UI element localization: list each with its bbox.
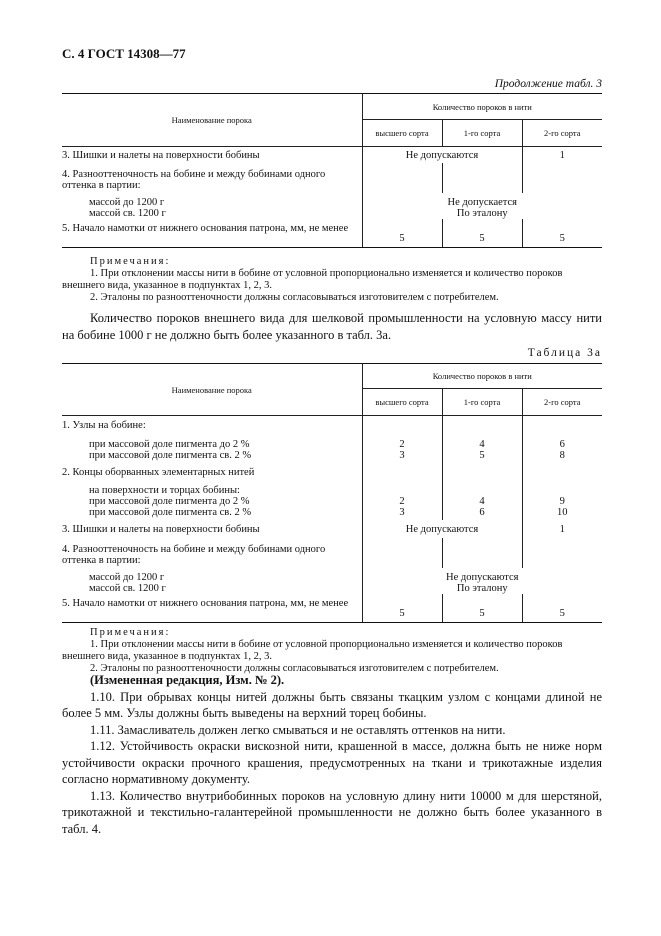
paragraph-text: Количество пороков внешнего вида для шелковой промышленности на условную массу нити на бобине 1000 г не должно быть более указанного в табл. 3а. <box>62 311 602 342</box>
col-header-count: Количество пороков в нити <box>362 364 602 389</box>
row-sub-name: при массовой доле пигмента св. 2 % <box>89 506 252 518</box>
amendment-note: (Измененная редакция, Изм. № 2). <box>90 673 285 687</box>
cell-value: По эталону <box>456 582 508 594</box>
col-header-grade-high: высшего сорта <box>362 120 442 147</box>
row-name: 3. Шишки и налеты на поверхности бобины <box>62 523 260 535</box>
row-sub-name: массой до 1200 г <box>89 571 165 583</box>
body-text <box>62 672 602 837</box>
cell-value: 2 <box>399 438 405 450</box>
col-header-defect-name: Наименование порока <box>62 94 362 147</box>
row-sub-name: при массовой доле пигмента до 2 % <box>89 438 250 450</box>
col-header-grade-1: 1-го сорта <box>442 389 522 416</box>
cell-value: Не допускаются <box>446 571 519 583</box>
cell-value: 6 <box>559 438 565 450</box>
note-item: 1. При отклонении массы нити в бобине от условной пропорционально изменяется и количество пороков внешнего вида, указанное в подпунктах 1, 2, 3. <box>62 639 563 662</box>
note-item: 2. Эталоны по разнооттеночности должны согласовываться изготовителем с потребителем. <box>90 663 499 674</box>
row-sub-name: массой до 1200 г <box>89 196 165 208</box>
row-name: 3. Шишки и налеты на поверхности бобины <box>62 150 260 161</box>
cell-value: 3 <box>399 449 405 461</box>
col-header-grade-high: высшего сорта <box>362 389 442 416</box>
table-3a-caption: Таблица 3а <box>527 347 602 359</box>
cell-value: 9 <box>559 495 565 507</box>
row-name: 2. Концы оборванных элементарных нитей <box>62 466 255 478</box>
col-header-grade-1: 1-го сорта <box>442 120 522 147</box>
notes-title: Примечания: <box>90 256 171 267</box>
row-sub-name: массой св. 1200 г <box>89 207 166 219</box>
cell-value: 5 <box>362 219 442 248</box>
table-3-continued <box>62 93 602 248</box>
cell-value: 5 <box>522 219 602 248</box>
cell-value: 6 <box>479 506 485 518</box>
row-name: 4. Разнооттеночность на бобине и между бобинами одного оттенка в партии: <box>62 543 326 566</box>
cell-value: 8 <box>559 449 565 461</box>
cell-value: 5 <box>362 594 442 623</box>
silk-paragraph <box>62 310 602 343</box>
row-name: 4. Разнооттеночность на бобине и между бобинами одного оттенка в партии: <box>62 168 326 191</box>
row-name: 5. Начало намотки от нижнего основания патрона, мм, не менее <box>62 219 362 248</box>
cell-value: 10 <box>557 506 568 518</box>
cell-value: По эталону <box>456 207 508 219</box>
table-3-notes <box>62 256 602 304</box>
clause-1-10: 1.10. При обрывах концы нитей должны быть связаны ткацким узлом с концами длиной не более 5 мм. Узлы должны быть выведены на верхний торец бобины. <box>62 689 602 720</box>
cell-value: Не допускаются <box>362 520 522 538</box>
cell-value: 4 <box>479 438 485 450</box>
cell-value: 4 <box>479 495 485 507</box>
cell-value: 5 <box>522 594 602 623</box>
page-header: С. 4 ГОСТ 14308—77 <box>62 46 186 61</box>
row-name: 1. Узлы на бобине: <box>62 420 146 431</box>
table-3a <box>62 363 602 623</box>
clause-1-11: 1.11. Замасливатель должен легко смываться и не оставлять оттенков на нити. <box>90 722 506 737</box>
cell-value: 5 <box>442 219 522 248</box>
row-sub-name: при массовой доле пигмента до 2 % <box>89 495 250 507</box>
col-header-grade-2: 2-го сорта <box>522 120 602 147</box>
note-item: 1. При отклонении массы нити в бобине от условной пропорционально изменяется и количество пороков внешнего вида, указанное в подпунктах 1, 2, 3. <box>62 268 563 291</box>
row-sub-name: массой св. 1200 г <box>89 582 166 594</box>
clause-1-12: 1.12. Устойчивость окраски вискозной нити, крашенной в массе, должна быть не ниже норм устойчивости окраски прочного крашения, предусмотренных на ткани и трикотажные изделия согласно нормативному документу. <box>62 739 602 786</box>
row-name: 5. Начало намотки от нижнего основания патрона, мм, не менее <box>62 594 362 623</box>
table-continuation-label: Продолжение табл. 3 <box>494 78 602 90</box>
col-header-grade-2: 2-го сорта <box>522 389 602 416</box>
col-header-count: Количество пороков в нити <box>362 94 602 120</box>
cell-value: 5 <box>442 594 522 623</box>
table-3a-notes <box>62 627 602 675</box>
cell-value: 1 <box>522 520 602 538</box>
clause-1-13: 1.13. Количество внутрибобинных пороков на условную длину нити 10000 м для шерстяной, трикотажной и текстильно-галантерейной промышленности не должно быть более указанного в табл. 4. <box>62 788 602 836</box>
cell-value: Не допускается <box>447 196 517 208</box>
cell-value: 5 <box>479 449 485 461</box>
cell-value: 3 <box>399 506 405 518</box>
row-sub-name: на поверхности и торцах бобины: <box>89 484 240 496</box>
note-item: 2. Эталоны по разнооттеночности должны согласовываться изготовителем с потребителем. <box>90 292 499 303</box>
cell-value: 2 <box>399 495 405 507</box>
row-sub-name: при массовой доле пигмента св. 2 % <box>89 449 252 461</box>
col-header-defect-name: Наименование порока <box>62 364 362 416</box>
notes-title: Примечания: <box>90 627 171 638</box>
cell-value: Не допускаются <box>362 147 522 163</box>
cell-value: 1 <box>522 147 602 163</box>
